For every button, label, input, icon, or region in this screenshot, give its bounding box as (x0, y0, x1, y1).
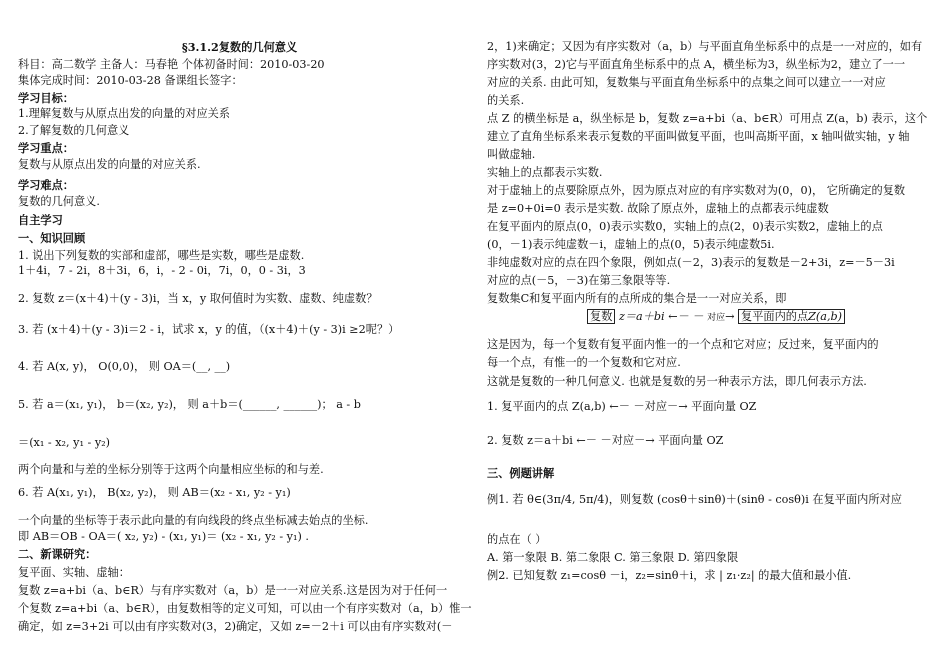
r-p1: 2，1)来确定；又因为有序实数对（a，b）与平面直角坐标系中的点是一一对应的，如有 (487, 40, 923, 53)
r-p4: 的关系. (487, 94, 525, 107)
r-map-2: 2. 复数 z＝a＋bi ←－ －对应－→ 平面向量 OZ (487, 434, 724, 447)
r-p18: 这就是复数的一种几何意义. 也就是复数的另一种表示方法，即几何表示方法. (487, 375, 867, 388)
r-p15: 复数集C和复平面内所有的点所成的集合是一一对应关系，即 (487, 292, 787, 305)
rule-2-formula: 即 AB＝OB - OA＝( x₂, y₂) - (x₁, y₁)＝ (x₂ - x₁, y₂ - y₁) . (18, 530, 309, 543)
r-p14: 对应的点(－5，－3)在第三象限等等. (487, 274, 671, 287)
mapping-right-box (738, 309, 845, 324)
q4-text: 4. 若 A(x, y)， O(0,0)， 则 OA＝(__, __) (18, 360, 231, 373)
meta-line-1: 科目：高二数学 主备人：马春艳 个体初备时间：2010-03-20 (18, 58, 325, 71)
r-p10: 是 z=0+0i=0 表示是实数. 故除了原点外，虚轴上的点都表示纯虚数 (487, 202, 829, 215)
new-p2: 个复数 z=a+bi（a、b∈R），由复数相等的定义可知，可以由一个有序实数对（a，b）惟一 (18, 602, 472, 615)
r-p7: 叫做虚轴. (487, 148, 536, 161)
mapping-left-box: 复数 (587, 309, 615, 324)
r-p12: (0，－1)表示纯虚数－i，虚轴上的点(0，5)表示纯虚数5i. (487, 238, 775, 251)
key-text: 复数与从原点出发的向量的对应关系. (18, 158, 201, 171)
q1-numbers: 1＋4i，7 - 2i，8＋3i，6，i，- 2 - 0i，7i，0，0 - 3i，3 (18, 264, 306, 277)
mapping-right-label: 复平面内的点 (741, 310, 809, 323)
q3-text: 3. 若 (x＋4)＋(y - 3)i＝2 - i，试求 x，y 的值，（(x＋4)＋(y - 3)i ≥2呢？） (18, 323, 400, 336)
r-map-1: 1. 复平面内的点 Z(a,b) ←－ －对应－→ 平面向量 OZ (487, 400, 757, 413)
ex2-text: 例2. 已知复数 z₁=cosθ －i，z₂=sinθ＋i，求 | z₁·z₂| 的最大值和最小值. (487, 569, 852, 582)
mapping-formula: z＝a＋bi ←－ － (618, 310, 704, 323)
r-p3: 对应的关系. 由此可知，复数集与平面直角坐标系中的点集之间可以建立一一对应 (487, 76, 886, 89)
r-p9: 对于虚轴上的点要除原点外，因为原点对应的有序实数对为(0，0)， 它所确定的复数 (487, 184, 906, 197)
q5-result: ＝(x₁ - x₂, y₁ - y₂) (18, 436, 111, 449)
q5-text: 5. 若 a＝(x₁, y₁)， b＝(x₂, y₂)， 则 a＋b＝(______, ______)； a - b (18, 398, 361, 411)
goal-1: 1.理解复数与从原点出发的向量的对应关系 (18, 107, 231, 120)
heading-difficulty: 学习难点： (18, 178, 74, 192)
r-p6: 建立了直角坐标系来表示复数的平面叫做复平面，也叫高斯平面，x 轴叫做实轴，y 轴 (487, 130, 910, 143)
ex1-tail: 的点在（ ） (487, 533, 547, 546)
goal-2: 2.了解复数的几何意义 (18, 124, 130, 137)
new-p3: 确定，如 z=3+2i 可以由有序实数对(3，2)确定，又如 z=－2＋i 可以由有序实数对(－ (18, 620, 453, 633)
q6-text: 6. 若 A(x₁, y₁)， B(x₂, y₂)， 则 AB＝(x₂ - x₁, y₂ - y₁) (18, 486, 291, 499)
r-p5: 点 Z 的横坐标是 a，纵坐标是 b，复数 z=a+bi（a、b∈R）可用点 Z(a，b) 表示，这个 (487, 112, 928, 125)
doc-title: §3.1.2复数的几何意义 (181, 40, 298, 54)
rule-1: 两个向量和与差的坐标分别等于这两个向量相应坐标的和与差. (18, 463, 324, 476)
r-p16: 这是因为，每一个复数有复平面内惟一的一个点和它对应；反过来，复平面内的 (487, 338, 879, 351)
new-p1: 复数 z=a+bi（a、b∈R）与有序实数对（a，b）是一一对应关系.这是因为对于任何一 (18, 584, 448, 597)
ex1-options: A. 第一象限 B. 第二象限 C. 第三象限 D. 第四象限 (487, 551, 739, 564)
heading-goals: 学习目标： (18, 91, 74, 105)
mapping-point: Z(a,b) (808, 310, 843, 323)
difficulty-text: 复数的几何意义. (18, 195, 100, 208)
mapping-line: 复数 z＝a＋bi ←－ － 对应→ 复平面内的点Z(a,b) (587, 310, 845, 325)
meta-line-2: 集体完成时间：2010-03-28 备课组长签字： (18, 74, 243, 87)
q1-text: 1. 说出下列复数的实部和虚部，哪些是实数，哪些是虚数. (18, 249, 305, 262)
heading-self-study: 自主学习 (18, 213, 63, 227)
r-p8: 实轴上的点都表示实数. (487, 166, 603, 179)
r-p17: 每一个点，有惟一的一个复数和它对应. (487, 356, 681, 369)
mapping-arrow-label: 对应 (707, 313, 726, 323)
r-p13: 非纯虚数对应的点在四个象限，例如点(－2，3)表示的复数是－2+3i，z=－5－3i (487, 256, 895, 269)
heading-new: 二、新课研究： (18, 547, 97, 561)
r-p11: 在复平面内的原点(0，0)表示实数0，实轴上的点(2，0)表示实数2，虚轴上的点 (487, 220, 883, 233)
q2-text: 2. 复数 z＝(x＋4)＋(y - 3)i，当 x，y 取何值时为实数、虚数、纯虚数？ (18, 292, 378, 305)
heading-review: 一、知识回顾 (18, 231, 86, 245)
rule-2: 一个向量的坐标等于表示此向量的有向线段的终点坐标减去始点的坐标. (18, 514, 369, 527)
ex1-text: 例1. 若 θ∈(3π/4, 5π/4)，则复数 (cosθ＋sinθ)＋(sinθ - cosθ)i 在复平面内所对应 (487, 493, 902, 506)
heading-key: 学习重点： (18, 141, 74, 155)
new-subheading: 复平面、实轴、虚轴： (18, 566, 130, 579)
heading-examples: 三、例题讲解 (487, 466, 555, 480)
r-p2: 序实数对(3，2)它与平面直角坐标系中的点 A，横坐标为3，纵坐标为2，建立了一一 (487, 58, 906, 71)
